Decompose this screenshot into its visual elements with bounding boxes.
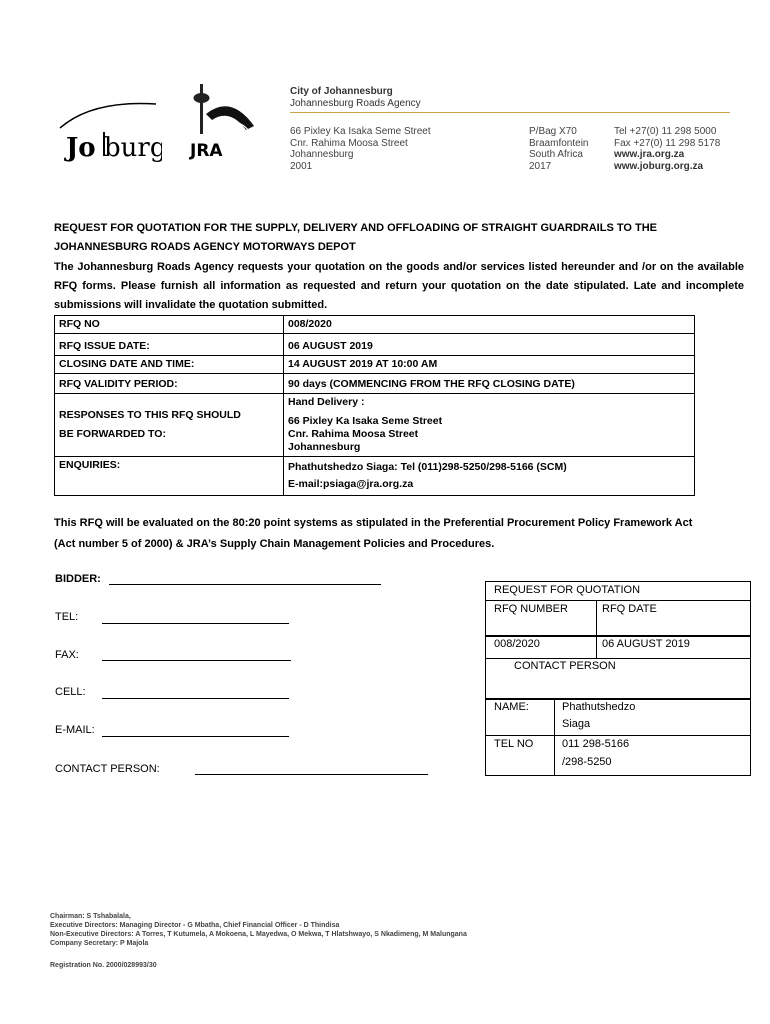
street-line: 2001	[290, 160, 313, 172]
table-label: ENQUIRIES:	[55, 457, 284, 496]
fax-field[interactable]	[102, 660, 291, 661]
quote-box-title: REQUEST FOR QUOTATION	[494, 584, 641, 596]
svg-text:JRA: JRA	[190, 141, 223, 160]
name-line-2: Siaga	[562, 718, 591, 730]
enquiries-email[interactable]: E-mail:psiaga@jra.org.za	[288, 478, 414, 490]
table-label: RFQ ISSUE DATE:	[55, 334, 284, 356]
name-line-1: Phathutshedzo	[562, 701, 636, 713]
table-value: 90 days (COMMENCING FROM THE RFQ CLOSING DATE)	[284, 374, 695, 394]
tel-line-1: 011 298-5166	[562, 738, 630, 750]
rfq-date-label: RFQ DATE	[602, 603, 657, 615]
svg-text:burg: burg	[104, 133, 162, 163]
website-link[interactable]: www.jra.org.za	[614, 149, 685, 160]
website-link[interactable]: www.joburg.org.za	[614, 160, 704, 172]
table-row	[55, 457, 695, 496]
contact-person-heading: CONTACT PERSON	[514, 660, 616, 672]
postal-line: 2017	[529, 160, 552, 172]
postal-line: P/Bag X70	[529, 126, 577, 137]
divider	[596, 600, 597, 636]
street-line: 66 Pixley Ka Isaka Seme Street	[290, 126, 431, 137]
footer	[50, 912, 467, 970]
enquiries-contact: Phathutshedzo Siaga: Tel (011)298-5250/298-5166 (SCM)	[288, 461, 567, 473]
table-row	[55, 334, 695, 356]
jra-logo	[186, 84, 256, 160]
tel-no-label: TEL NO	[494, 738, 534, 750]
bidder-label: BIDDER:	[55, 573, 101, 585]
table-label: RFQ NO	[55, 316, 284, 334]
registration-number: Registration No. 2000/028993/30	[50, 962, 157, 969]
divider	[486, 658, 750, 659]
table-value	[284, 457, 695, 496]
table-label	[55, 394, 284, 457]
intro-paragraph: The Johannesburg Roads Agency requests your quotation on the goods and/or services listed hereunder and /or on the available RFQ forms. Please furnish all information as requested and return your quotation on the date stipulated. Late and incomplete submissions will invalidate the quotation submitted.	[54, 261, 744, 311]
header-divider	[290, 112, 730, 113]
email-label: E-MAIL:	[55, 724, 95, 736]
evaluation-statement	[54, 513, 744, 555]
footer-line: Executive Directors: Managing Director - G Mbatha, Chief Financial Officer - D Thindisa	[50, 922, 340, 929]
rfq-number-value: 008/2020	[494, 638, 540, 650]
svg-text:Jo: Jo	[66, 133, 96, 163]
contact-person-field[interactable]	[195, 774, 428, 775]
divider	[596, 636, 597, 658]
address-line: 66 Pixley Ka Isaka Seme Street	[288, 415, 443, 427]
fax-label: FAX:	[55, 649, 79, 661]
footer-line: Chairman: S Tshabalala,	[50, 913, 131, 920]
table-row	[55, 394, 695, 457]
evaluation-line: (Act number 5 of 2000) & JRA’s Supply Chain Management Policies and Procedures.	[54, 538, 495, 550]
label-line: BE FORWARDED TO:	[59, 428, 166, 440]
hand-delivery: Hand Delivery :	[288, 396, 365, 408]
bidder-field[interactable]	[109, 584, 381, 585]
tel-label: TEL:	[55, 611, 79, 623]
table-row	[55, 316, 695, 334]
street-line: Cnr. Rahima Moosa Street	[290, 137, 408, 149]
contact-details	[614, 126, 720, 172]
street-line: Johannesburg	[290, 149, 354, 160]
joburg-logo	[52, 98, 162, 174]
rfq-date-value: 06 AUGUST 2019	[602, 638, 690, 650]
evaluation-line: This RFQ will be evaluated on the 80:20 point systems as stipulated in the Preferential Procurement Policy Framework Act	[54, 517, 693, 529]
cell-label: CELL:	[55, 686, 86, 698]
postal-address	[529, 126, 588, 172]
postal-line: Braamfontein	[529, 137, 589, 149]
divider	[554, 699, 555, 775]
name-label: NAME:	[494, 701, 529, 713]
label-line: RESPONSES TO THIS RFQ SHOULD	[59, 409, 241, 421]
title-line: REQUEST FOR QUOTATION FOR THE SUPPLY, DELIVERY AND OFFLOADING OF STRAIGHT GUARDRAILS TO THE	[54, 222, 657, 234]
divider	[486, 735, 750, 736]
footer-line: Non-Executive Directors: A Torres, T Kutumela, A Mokoena, L Mayedwa, O Mekwa, T Hlatshwayo, S Nkadimeng, M Malungana	[50, 931, 467, 938]
footer-line: Company Secretary: P Majola	[50, 940, 149, 947]
quote-box-contact	[485, 698, 751, 776]
table-value: 06 AUGUST 2019	[284, 334, 695, 356]
rfq-number-label: RFQ NUMBER	[494, 603, 568, 615]
email-field[interactable]	[102, 736, 289, 737]
phone: Tel +27(0) 11 298 5000	[614, 126, 717, 137]
org-header	[290, 86, 421, 110]
address-line: Johannesburg	[288, 441, 361, 453]
title-line: JOHANNESBURG ROADS AGENCY MOTORWAYS DEPOT	[54, 241, 356, 253]
table-value	[284, 394, 695, 457]
table-row	[55, 374, 695, 394]
table-value: 14 AUGUST 2019 AT 10:00 AM	[284, 356, 695, 374]
fax: Fax +27(0) 11 298 5178	[614, 137, 721, 149]
quote-box-header	[485, 581, 751, 637]
tel-line-2: /298-5250	[562, 756, 612, 768]
document-title	[54, 219, 744, 257]
org-name: City of Johannesburg	[290, 86, 393, 97]
table-value: 008/2020	[284, 316, 695, 334]
agency-name: Johannesburg Roads Agency	[290, 98, 421, 109]
table-label: CLOSING DATE AND TIME:	[55, 356, 284, 374]
table-label: RFQ VALIDITY PERIOD:	[55, 374, 284, 394]
street-address	[290, 126, 431, 172]
tel-field[interactable]	[102, 623, 289, 624]
postal-line: South Africa	[529, 149, 583, 160]
address-line: Cnr. Rahima Moosa Street	[288, 428, 419, 440]
table-row	[55, 356, 695, 374]
contact-person-label: CONTACT PERSON:	[55, 763, 160, 775]
divider	[486, 600, 750, 601]
rfq-details-table	[54, 315, 695, 496]
cell-field[interactable]	[102, 698, 289, 699]
quote-box-values	[485, 635, 751, 700]
